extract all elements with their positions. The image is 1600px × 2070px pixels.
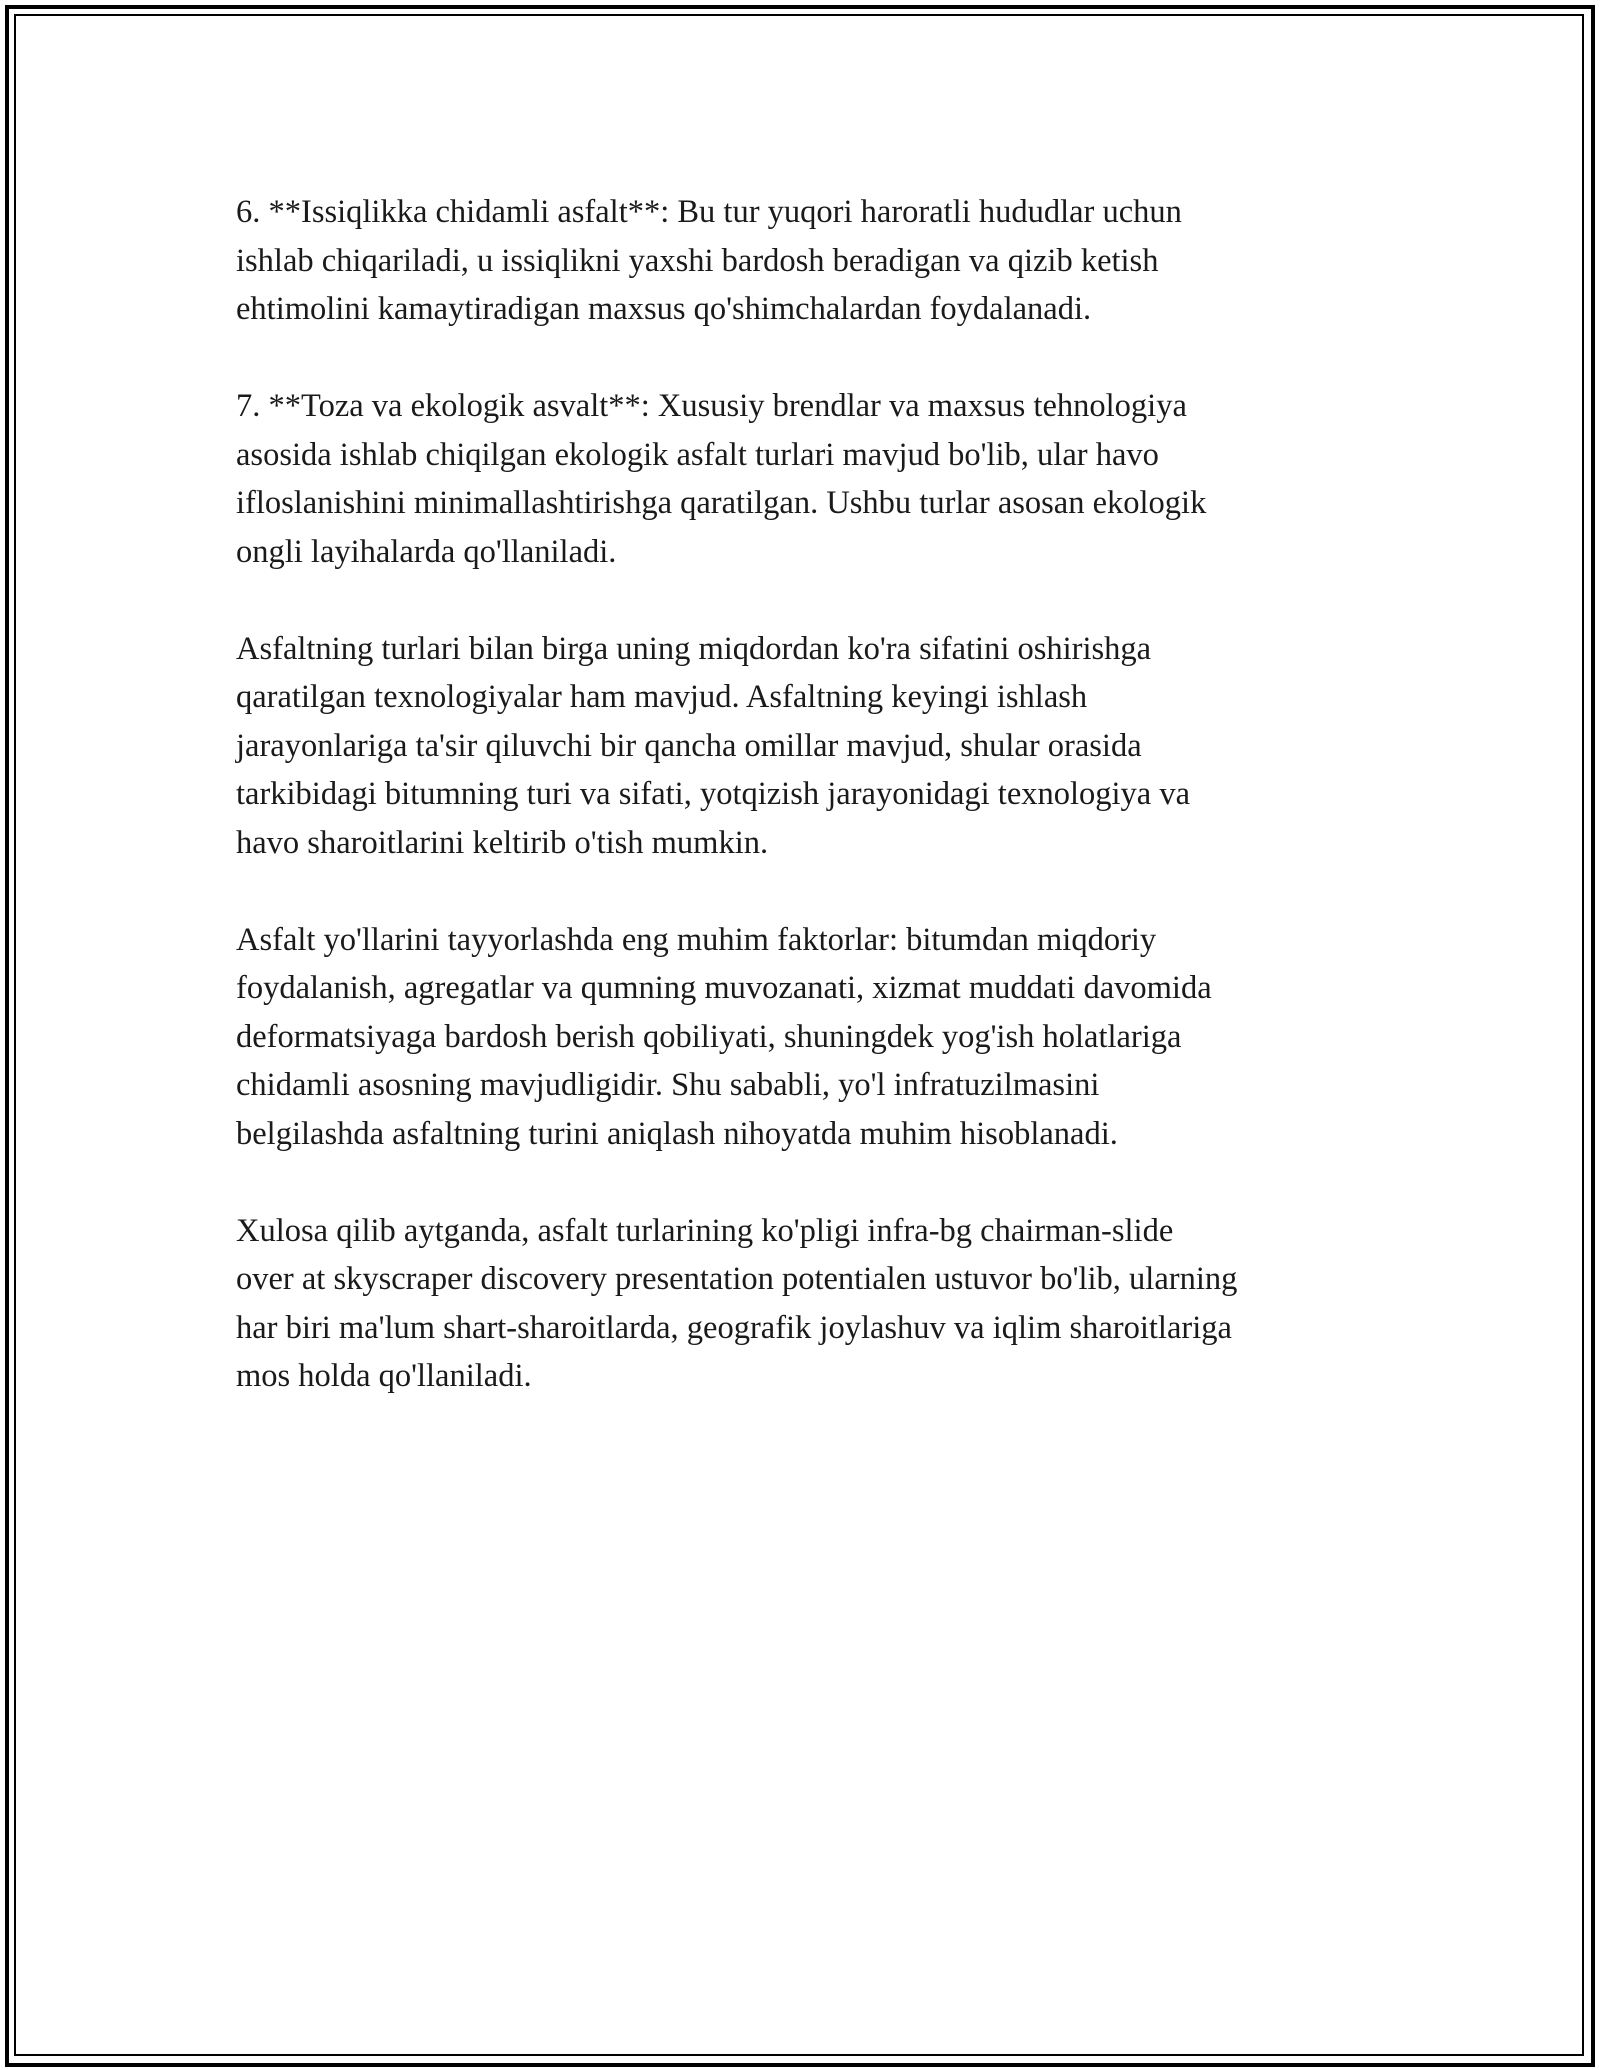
- paragraph-conclusion: Xulosa qilib aytganda, asfalt turlarining ko'pligi infra-bg chairman-slide over at skyscraper discovery presentation potentialen ustuvor bo'lib, ularning har biri ma'lum shart-sharoitlarda, geografik joylashuv va iqlim sharoitlariga mos holda qo'llaniladi.: [236, 1212, 1238, 1394]
- document-body: [236, 188, 1366, 1449]
- paragraph-road-preparation-factors: Asfalt yo'llarini tayyorlashda eng muhim faktorlar: bitumdan miqdoriy foydalanish, agregatlar va qumning muvozanati, xizmat muddati davomida deformatsiyaga bardosh berish qobiliyati, shuningdek yog'ish holatlariga chidamli asosning mavjudligidir. Shu sababli, yo'l infratuzilmasini belgilashda asfaltning turini aniqlash nihoyatda muhim hisoblanadi.: [236, 921, 1212, 1152]
- paragraph-eco-asphalt: 7. **Toza va ekologik asvalt**: Xususiy brendlar va maxsus tehnologiya asosida ishlab chiqilgan ekologik asfalt turlari mavjud bo'lib, ular havo ifloslanishini minimallashtirishga qaratilgan. Ushbu turlar asosan ekologik ongli layihalarda qo'llaniladi.: [236, 388, 1207, 570]
- paragraph-heat-resistant-asphalt: 6. **Issiqlikka chidamli asfalt**: Bu tur yuqori haroratli hududlar uchun ishlab chiqariladi, u issiqlikni yaxshi bardosh beradigan va qizib ketish ehtimolini kamaytiradigan maxsus qo'shimchalardan foydalanadi.: [236, 194, 1182, 327]
- paragraph-asphalt-quality-factors: Asfaltning turlari bilan birga uning miqdordan ko'ra sifatini oshirishga qaratilgan texnologiyalar ham mavjud. Asfaltning keyingi ishlash jarayonlariga ta'sir qiluvchi bir qancha omillar mavjud, shular orasida tarkibidagi bitumning turi va sifati, yotqizish jarayonidagi texnologiya va havo sharoitlarini keltirib o'tish mumkin.: [236, 630, 1191, 861]
